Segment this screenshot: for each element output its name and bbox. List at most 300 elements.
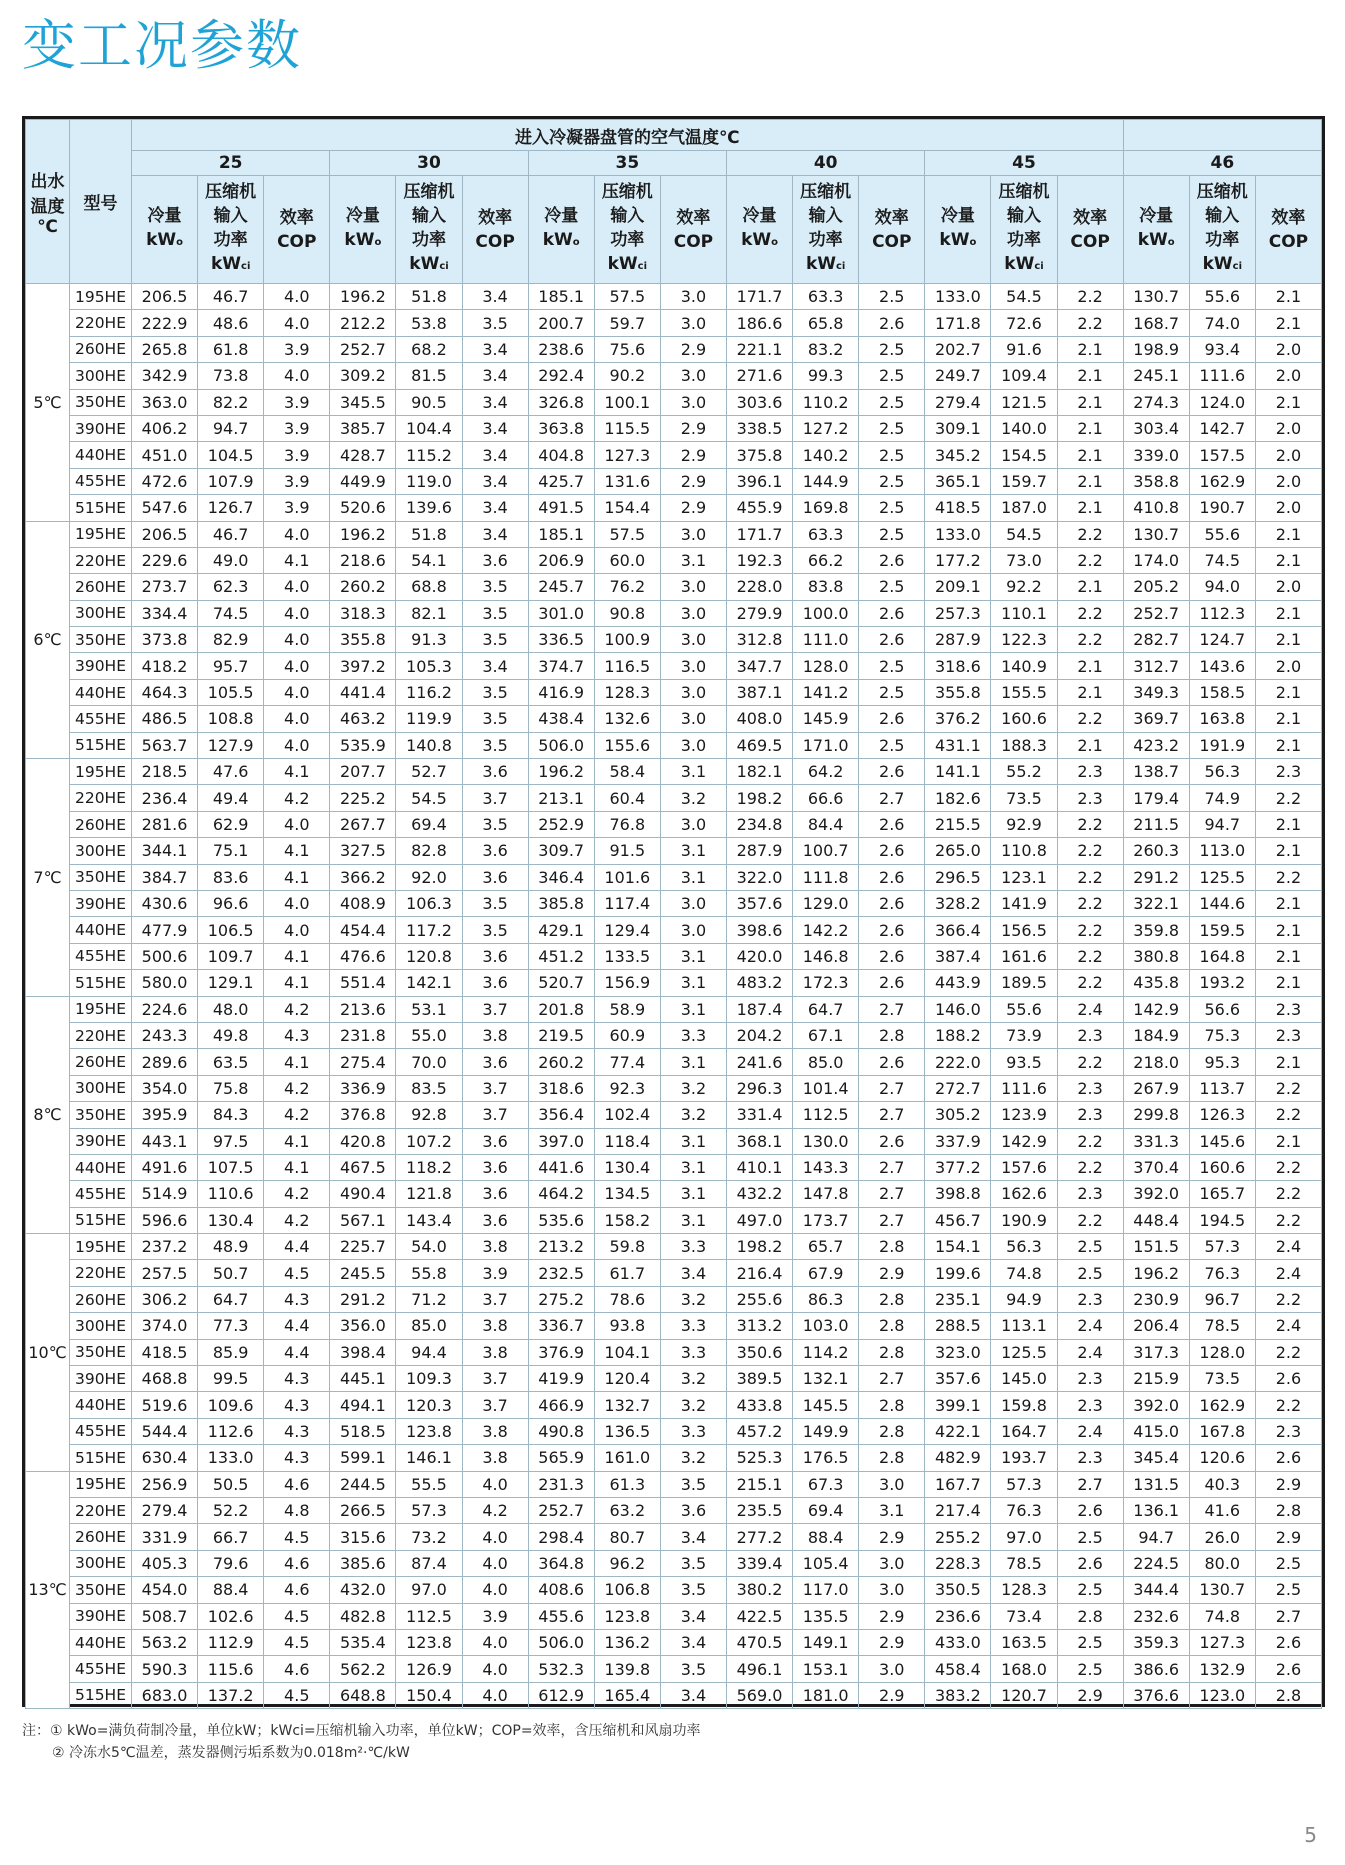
value-cell: 193.2: [1189, 970, 1255, 996]
value-cell: 2.1: [1255, 970, 1321, 996]
value-cell: 494.1: [330, 1392, 396, 1418]
value-cell: 3.0: [660, 310, 726, 336]
value-cell: 2.1: [1255, 679, 1321, 705]
water-temp-group: 7℃: [26, 759, 70, 997]
value-cell: 156.5: [991, 917, 1057, 943]
value-cell: 82.1: [396, 600, 462, 626]
value-cell: 41.6: [1189, 1497, 1255, 1523]
value-cell: 2.7: [859, 996, 925, 1022]
value-cell: 78.5: [991, 1550, 1057, 1576]
value-cell: 252.7: [1123, 600, 1189, 626]
value-cell: 2.8: [859, 1418, 925, 1444]
air-temp-header-blank: [1123, 120, 1321, 151]
air-temp-row: [26, 151, 1322, 176]
value-cell: 3.8: [462, 1313, 528, 1339]
value-cell: 355.8: [330, 627, 396, 653]
value-cell: 519.6: [132, 1392, 198, 1418]
value-cell: 50.5: [198, 1471, 264, 1497]
value-cell: 535.9: [330, 732, 396, 758]
value-cell: 2.1: [1255, 1128, 1321, 1154]
value-cell: 323.0: [925, 1339, 991, 1365]
value-cell: 168.0: [991, 1656, 1057, 1682]
value-cell: 347.7: [726, 653, 792, 679]
value-cell: 133.0: [925, 284, 991, 310]
value-cell: 142.1: [396, 970, 462, 996]
value-cell: 4.0: [264, 574, 330, 600]
value-cell: 99.3: [793, 363, 859, 389]
value-cell: 110.6: [198, 1181, 264, 1207]
value-cell: 4.0: [264, 521, 330, 547]
value-cell: 2.6: [859, 547, 925, 573]
value-cell: 415.0: [1123, 1418, 1189, 1444]
value-cell: 2.5: [859, 442, 925, 468]
value-cell: 2.8: [859, 1313, 925, 1339]
value-cell: 130.4: [198, 1207, 264, 1233]
value-cell: 83.6: [198, 864, 264, 890]
value-cell: 256.9: [132, 1471, 198, 1497]
value-cell: 2.1: [1255, 890, 1321, 916]
value-cell: 2.3: [1057, 785, 1123, 811]
value-cell: 2.7: [859, 1366, 925, 1392]
value-cell: 92.9: [991, 811, 1057, 837]
value-cell: 2.2: [1057, 547, 1123, 573]
value-cell: 4.1: [264, 864, 330, 890]
model-cell: 220HE: [70, 547, 132, 573]
value-cell: 107.2: [396, 1128, 462, 1154]
value-cell: 100.0: [793, 600, 859, 626]
value-cell: 4.0: [264, 679, 330, 705]
value-cell: 67.3: [793, 1471, 859, 1497]
value-cell: 289.6: [132, 1049, 198, 1075]
value-cell: 116.2: [396, 679, 462, 705]
value-cell: 213.6: [330, 996, 396, 1022]
value-cell: 2.1: [1057, 468, 1123, 494]
value-cell: 109.3: [396, 1366, 462, 1392]
value-cell: 172.3: [793, 970, 859, 996]
value-cell: 215.5: [925, 811, 991, 837]
value-cell: 139.8: [594, 1656, 660, 1682]
value-cell: 398.6: [726, 917, 792, 943]
value-cell: 443.9: [925, 970, 991, 996]
value-cell: 355.8: [925, 679, 991, 705]
value-cell: 2.7: [859, 1154, 925, 1180]
value-cell: 3.6: [462, 547, 528, 573]
value-cell: 60.0: [594, 547, 660, 573]
value-cell: 349.3: [1123, 679, 1189, 705]
value-cell: 82.9: [198, 627, 264, 653]
value-cell: 236.4: [132, 785, 198, 811]
value-cell: 4.2: [264, 1207, 330, 1233]
value-cell: 141.1: [925, 759, 991, 785]
value-cell: 114.2: [793, 1339, 859, 1365]
table-row: [26, 1524, 1322, 1550]
model-cell: 260HE: [70, 811, 132, 837]
value-cell: 2.1: [1057, 732, 1123, 758]
value-cell: 363.0: [132, 389, 198, 415]
value-cell: 63.2: [594, 1497, 660, 1523]
value-cell: 3.1: [660, 1181, 726, 1207]
value-cell: 2.6: [859, 600, 925, 626]
model-cell: 220HE: [70, 785, 132, 811]
value-cell: 3.8: [462, 1418, 528, 1444]
value-cell: 106.8: [594, 1577, 660, 1603]
value-cell: 2.3: [1057, 1366, 1123, 1392]
value-cell: 3.1: [660, 1207, 726, 1233]
value-cell: 266.5: [330, 1497, 396, 1523]
value-cell: 3.2: [660, 1075, 726, 1101]
value-cell: 2.9: [859, 1260, 925, 1286]
value-cell: 4.3: [264, 1418, 330, 1444]
water-temp-group: 8℃: [26, 996, 70, 1234]
value-cell: 291.2: [330, 1286, 396, 1312]
table-row: [26, 1497, 1322, 1523]
value-cell: 187.0: [991, 495, 1057, 521]
value-cell: 301.0: [528, 600, 594, 626]
value-cell: 630.4: [132, 1445, 198, 1471]
water-temp-group: 10℃: [26, 1234, 70, 1472]
value-cell: 2.4: [1057, 1313, 1123, 1339]
value-cell: 53.8: [396, 310, 462, 336]
value-cell: 2.2: [1057, 917, 1123, 943]
value-cell: 451.0: [132, 442, 198, 468]
value-cell: 94.7: [1189, 811, 1255, 837]
value-cell: 133.5: [594, 943, 660, 969]
value-cell: 120.3: [396, 1392, 462, 1418]
value-cell: 2.6: [859, 838, 925, 864]
table-header: [26, 120, 1322, 284]
value-cell: 3.3: [660, 1313, 726, 1339]
value-cell: 2.2: [1255, 1339, 1321, 1365]
value-cell: 2.7: [859, 1102, 925, 1128]
value-cell: 3.9: [264, 389, 330, 415]
value-cell: 277.2: [726, 1524, 792, 1550]
value-cell: 206.9: [528, 547, 594, 573]
model-cell: 455HE: [70, 468, 132, 494]
value-cell: 3.7: [462, 1392, 528, 1418]
value-cell: 150.4: [396, 1682, 462, 1708]
value-cell: 67.1: [793, 1022, 859, 1048]
value-cell: 331.9: [132, 1524, 198, 1550]
model-cell: 515HE: [70, 495, 132, 521]
value-cell: 68.2: [396, 336, 462, 362]
table-row: [26, 389, 1322, 415]
value-cell: 4.6: [264, 1471, 330, 1497]
value-cell: 3.5: [660, 1656, 726, 1682]
value-cell: 374.0: [132, 1313, 198, 1339]
value-cell: 428.7: [330, 442, 396, 468]
value-cell: 4.0: [264, 890, 330, 916]
value-cell: 477.9: [132, 917, 198, 943]
value-cell: 2.9: [859, 1603, 925, 1629]
table-row: [26, 1022, 1322, 1048]
value-cell: 366.4: [925, 917, 991, 943]
value-cell: 430.6: [132, 890, 198, 916]
value-cell: 61.3: [594, 1471, 660, 1497]
value-cell: 2.1: [1255, 600, 1321, 626]
value-cell: 202.7: [925, 336, 991, 362]
value-cell: 3.4: [660, 1524, 726, 1550]
value-cell: 3.3: [660, 1022, 726, 1048]
value-cell: 4.0: [462, 1550, 528, 1576]
value-cell: 249.7: [925, 363, 991, 389]
value-cell: 141.2: [793, 679, 859, 705]
value-cell: 132.9: [1189, 1656, 1255, 1682]
value-cell: 110.2: [793, 389, 859, 415]
value-cell: 2.1: [1255, 943, 1321, 969]
value-cell: 420.8: [330, 1128, 396, 1154]
value-cell: 76.3: [1189, 1260, 1255, 1286]
value-cell: 2.5: [1057, 1577, 1123, 1603]
value-cell: 395.9: [132, 1102, 198, 1128]
value-cell: 3.0: [859, 1577, 925, 1603]
value-cell: 191.9: [1189, 732, 1255, 758]
value-cell: 102.6: [198, 1603, 264, 1629]
model-cell: 220HE: [70, 310, 132, 336]
input-power-col-header: 压缩机 输入 功率 kWci: [198, 176, 264, 284]
value-cell: 151.5: [1123, 1234, 1189, 1260]
value-cell: 3.1: [859, 1497, 925, 1523]
value-cell: 2.6: [859, 1128, 925, 1154]
value-cell: 3.9: [264, 468, 330, 494]
value-cell: 279.4: [132, 1497, 198, 1523]
value-cell: 140.9: [991, 653, 1057, 679]
value-cell: 3.5: [660, 1577, 726, 1603]
value-cell: 171.7: [726, 521, 792, 547]
value-cell: 146.0: [925, 996, 991, 1022]
value-cell: 3.2: [660, 1366, 726, 1392]
value-cell: 128.3: [991, 1577, 1057, 1603]
value-cell: 161.0: [594, 1445, 660, 1471]
value-cell: 4.2: [264, 996, 330, 1022]
value-cell: 121.5: [991, 389, 1057, 415]
value-cell: 2.5: [859, 468, 925, 494]
table-row: [26, 838, 1322, 864]
value-cell: 364.8: [528, 1550, 594, 1576]
value-cell: 4.4: [264, 1313, 330, 1339]
footnotes: [22, 1720, 701, 1764]
value-cell: 136.1: [1123, 1497, 1189, 1523]
value-cell: 486.5: [132, 706, 198, 732]
value-cell: 3.1: [660, 547, 726, 573]
value-cell: 419.9: [528, 1366, 594, 1392]
value-cell: 93.4: [1189, 336, 1255, 362]
value-cell: 4.6: [264, 1656, 330, 1682]
value-cell: 3.0: [660, 363, 726, 389]
model-cell: 195HE: [70, 1471, 132, 1497]
value-cell: 141.9: [991, 890, 1057, 916]
value-cell: 2.8: [859, 1286, 925, 1312]
value-cell: 422.1: [925, 1418, 991, 1444]
value-cell: 106.5: [198, 917, 264, 943]
value-cell: 322.1: [1123, 890, 1189, 916]
value-cell: 287.9: [726, 838, 792, 864]
value-cell: 219.5: [528, 1022, 594, 1048]
value-cell: 109.6: [198, 1392, 264, 1418]
cop-col-header: 效率 COP: [264, 176, 330, 284]
value-cell: 2.1: [1057, 363, 1123, 389]
value-cell: 50.7: [198, 1260, 264, 1286]
value-cell: 491.5: [528, 495, 594, 521]
value-cell: 3.3: [660, 1339, 726, 1365]
value-cell: 200.7: [528, 310, 594, 336]
value-cell: 115.6: [198, 1656, 264, 1682]
value-cell: 374.7: [528, 653, 594, 679]
table-row: [26, 1392, 1322, 1418]
model-cell: 390HE: [70, 1366, 132, 1392]
value-cell: 109.7: [198, 943, 264, 969]
air-temp-30: 30: [330, 151, 528, 176]
value-cell: 78.5: [1189, 1313, 1255, 1339]
value-cell: 596.6: [132, 1207, 198, 1233]
value-cell: 275.4: [330, 1049, 396, 1075]
value-cell: 119.9: [396, 706, 462, 732]
value-cell: 66.7: [198, 1524, 264, 1550]
value-cell: 312.7: [1123, 653, 1189, 679]
value-cell: 2.5: [859, 732, 925, 758]
value-cell: 2.9: [660, 415, 726, 441]
value-cell: 119.0: [396, 468, 462, 494]
value-cell: 123.8: [594, 1603, 660, 1629]
value-cell: 377.2: [925, 1154, 991, 1180]
value-cell: 3.1: [660, 838, 726, 864]
value-cell: 3.0: [660, 574, 726, 600]
value-cell: 2.2: [1057, 1207, 1123, 1233]
value-cell: 49.8: [198, 1022, 264, 1048]
value-cell: 4.3: [264, 1022, 330, 1048]
value-cell: 65.7: [793, 1234, 859, 1260]
value-cell: 441.4: [330, 679, 396, 705]
value-cell: 53.1: [396, 996, 462, 1022]
value-cell: 57.3: [1189, 1234, 1255, 1260]
value-cell: 179.4: [1123, 785, 1189, 811]
value-cell: 3.1: [660, 996, 726, 1022]
value-cell: 2.2: [1255, 785, 1321, 811]
value-cell: 350.6: [726, 1339, 792, 1365]
value-cell: 142.9: [1123, 996, 1189, 1022]
value-cell: 2.6: [859, 706, 925, 732]
model-cell: 220HE: [70, 1260, 132, 1286]
value-cell: 2.2: [1255, 1286, 1321, 1312]
value-cell: 123.0: [1189, 1682, 1255, 1708]
value-cell: 228.3: [925, 1550, 991, 1576]
value-cell: 157.6: [991, 1154, 1057, 1180]
value-cell: 2.6: [859, 1049, 925, 1075]
model-cell: 300HE: [70, 838, 132, 864]
table-row: [26, 442, 1322, 468]
table-row: [26, 706, 1322, 732]
value-cell: 464.3: [132, 679, 198, 705]
value-cell: 416.9: [528, 679, 594, 705]
value-cell: 65.8: [793, 310, 859, 336]
model-cell: 440HE: [70, 1392, 132, 1418]
value-cell: 75.8: [198, 1075, 264, 1101]
value-cell: 420.0: [726, 943, 792, 969]
table-row: [26, 363, 1322, 389]
value-cell: 142.2: [793, 917, 859, 943]
value-cell: 206.5: [132, 284, 198, 310]
value-cell: 56.3: [1189, 759, 1255, 785]
value-cell: 145.5: [793, 1392, 859, 1418]
value-cell: 112.5: [396, 1603, 462, 1629]
value-cell: 4.3: [264, 1392, 330, 1418]
value-cell: 376.2: [925, 706, 991, 732]
value-cell: 448.4: [1123, 1207, 1189, 1233]
value-cell: 60.4: [594, 785, 660, 811]
value-cell: 359.8: [1123, 917, 1189, 943]
value-cell: 2.8: [1057, 1603, 1123, 1629]
value-cell: 2.3: [1255, 759, 1321, 785]
value-cell: 455.6: [528, 1603, 594, 1629]
value-cell: 244.5: [330, 1471, 396, 1497]
table-row: [26, 1577, 1322, 1603]
value-cell: 532.3: [528, 1656, 594, 1682]
model-cell: 195HE: [70, 521, 132, 547]
value-cell: 74.5: [198, 600, 264, 626]
value-cell: 2.3: [1057, 1075, 1123, 1101]
value-cell: 2.2: [1057, 1049, 1123, 1075]
value-cell: 133.0: [925, 521, 991, 547]
value-cell: 385.7: [330, 415, 396, 441]
model-cell: 260HE: [70, 1286, 132, 1312]
value-cell: 215.1: [726, 1471, 792, 1497]
value-cell: 55.5: [396, 1471, 462, 1497]
value-cell: 344.1: [132, 838, 198, 864]
value-cell: 4.3: [264, 1286, 330, 1312]
value-cell: 63.5: [198, 1049, 264, 1075]
value-cell: 4.0: [462, 1682, 528, 1708]
value-cell: 82.2: [198, 389, 264, 415]
value-cell: 2.5: [1057, 1234, 1123, 1260]
value-cell: 318.6: [925, 653, 991, 679]
value-cell: 3.4: [462, 389, 528, 415]
value-cell: 356.4: [528, 1102, 594, 1128]
value-cell: 303.6: [726, 389, 792, 415]
value-cell: 318.6: [528, 1075, 594, 1101]
value-cell: 213.2: [528, 1234, 594, 1260]
value-cell: 4.4: [264, 1339, 330, 1365]
value-cell: 4.0: [264, 811, 330, 837]
value-cell: 2.0: [1255, 574, 1321, 600]
value-cell: 164.8: [1189, 943, 1255, 969]
value-cell: 3.0: [660, 706, 726, 732]
value-cell: 535.6: [528, 1207, 594, 1233]
value-cell: 74.8: [991, 1260, 1057, 1286]
value-cell: 198.9: [1123, 336, 1189, 362]
value-cell: 4.2: [462, 1497, 528, 1523]
water-temp-header: 出水 温度 ℃: [26, 120, 70, 284]
value-cell: 100.7: [793, 838, 859, 864]
value-cell: 110.8: [991, 838, 1057, 864]
value-cell: 185.1: [528, 521, 594, 547]
value-cell: 57.5: [594, 521, 660, 547]
value-cell: 410.8: [1123, 495, 1189, 521]
value-cell: 4.3: [264, 1366, 330, 1392]
model-cell: 350HE: [70, 1577, 132, 1603]
value-cell: 3.0: [660, 653, 726, 679]
value-cell: 146.8: [793, 943, 859, 969]
value-cell: 3.6: [462, 1207, 528, 1233]
value-cell: 497.0: [726, 1207, 792, 1233]
capacity-col-header: 冷量 kWo: [330, 176, 396, 284]
value-cell: 115.2: [396, 442, 462, 468]
value-cell: 64.7: [198, 1286, 264, 1312]
value-cell: 3.6: [462, 970, 528, 996]
table-row: [26, 943, 1322, 969]
cop-col-header: 效率 COP: [859, 176, 925, 284]
value-cell: 169.8: [793, 495, 859, 521]
table-row: [26, 996, 1322, 1022]
value-cell: 2.7: [859, 785, 925, 811]
